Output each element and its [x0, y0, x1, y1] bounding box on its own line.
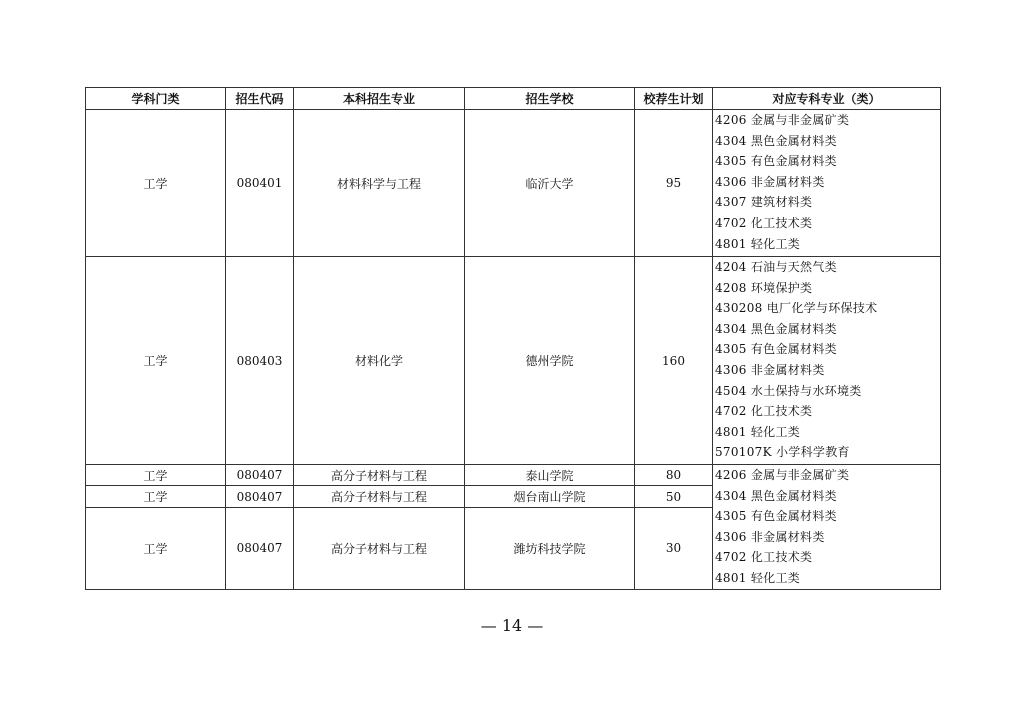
- junior-major-item: 4307 建筑材料类: [715, 195, 813, 210]
- cell-plan: 50: [635, 486, 713, 507]
- cell-school: 潍坊科技学院: [465, 507, 635, 589]
- cell-major: 材料化学: [294, 257, 465, 465]
- junior-major-item: 4702 化工技术类: [715, 404, 813, 419]
- cell-category: 工学: [86, 486, 226, 507]
- junior-major-item: 4306 非金属材料类: [715, 174, 825, 189]
- junior-major-item: 4206 金属与非金属矿类: [715, 113, 850, 127]
- cell-code: 080407: [226, 465, 294, 486]
- cell-junior-majors: [713, 465, 941, 590]
- header-school: 招生学校: [465, 88, 635, 110]
- cell-category: 工学: [86, 257, 226, 465]
- junior-major-item: 4304 黑色金属材料类: [715, 321, 837, 336]
- cell-code: 080401: [226, 110, 294, 257]
- junior-major-item: 430208 电厂化学与环保技术: [715, 301, 878, 316]
- cell-junior-majors: [713, 110, 941, 257]
- cell-category: 工学: [86, 465, 226, 486]
- cell-code: 080407: [226, 507, 294, 589]
- junior-major-item: 4702 化工技术类: [715, 550, 813, 565]
- table-row: [86, 110, 941, 257]
- cell-code: 080403: [226, 257, 294, 465]
- cell-major: 高分子材料与工程: [294, 486, 465, 507]
- junior-major-item: 4305 有色金属材料类: [715, 154, 837, 169]
- cell-school: 烟台南山学院: [465, 486, 635, 507]
- header-plan: 校荐生计划: [635, 88, 713, 110]
- table-header-row: [86, 88, 941, 110]
- junior-major-item: 4206 金属与非金属矿类: [715, 468, 850, 482]
- junior-major-item: 4306 非金属材料类: [715, 529, 825, 544]
- junior-major-item: 4801 轻化工类: [715, 236, 801, 251]
- cell-major: 高分子材料与工程: [294, 465, 465, 486]
- junior-major-item: 4204 石油与天然气类: [715, 260, 837, 274]
- enrollment-table: [85, 87, 941, 590]
- table-row: [86, 465, 941, 486]
- header-junior-majors: 对应专科专业（类）: [713, 88, 941, 110]
- junior-major-item: 4304 黑色金属材料类: [715, 133, 837, 148]
- cell-code: 080407: [226, 486, 294, 507]
- cell-plan: 160: [635, 257, 713, 465]
- junior-major-item: 4208 环境保护类: [715, 280, 813, 295]
- page-number: — 14 —: [480, 616, 544, 635]
- cell-school: 德州学院: [465, 257, 635, 465]
- junior-major-item: 570107K 小学科学教育: [715, 445, 850, 460]
- cell-major: 高分子材料与工程: [294, 507, 465, 589]
- table-row: [86, 257, 941, 465]
- cell-school: 临沂大学: [465, 110, 635, 257]
- cell-plan: 80: [635, 465, 713, 486]
- junior-major-item: 4305 有色金属材料类: [715, 509, 837, 524]
- junior-major-item: 4306 非金属材料类: [715, 362, 825, 377]
- header-major: 本科招生专业: [294, 88, 465, 110]
- cell-school: 泰山学院: [465, 465, 635, 486]
- junior-major-item: 4504 水土保持与水环境类: [715, 383, 862, 398]
- junior-major-item: 4801 轻化工类: [715, 570, 801, 585]
- header-code: 招生代码: [226, 88, 294, 110]
- cell-junior-majors: [713, 257, 941, 465]
- header-category: 学科门类: [86, 88, 226, 110]
- cell-category: 工学: [86, 110, 226, 257]
- cell-major: 材料科学与工程: [294, 110, 465, 257]
- junior-major-item: 4702 化工技术类: [715, 215, 813, 230]
- junior-major-item: 4801 轻化工类: [715, 424, 801, 439]
- cell-plan: 95: [635, 110, 713, 257]
- cell-plan: 30: [635, 507, 713, 589]
- cell-category: 工学: [86, 507, 226, 589]
- junior-major-item: 4305 有色金属材料类: [715, 342, 837, 357]
- junior-major-item: 4304 黑色金属材料类: [715, 488, 837, 503]
